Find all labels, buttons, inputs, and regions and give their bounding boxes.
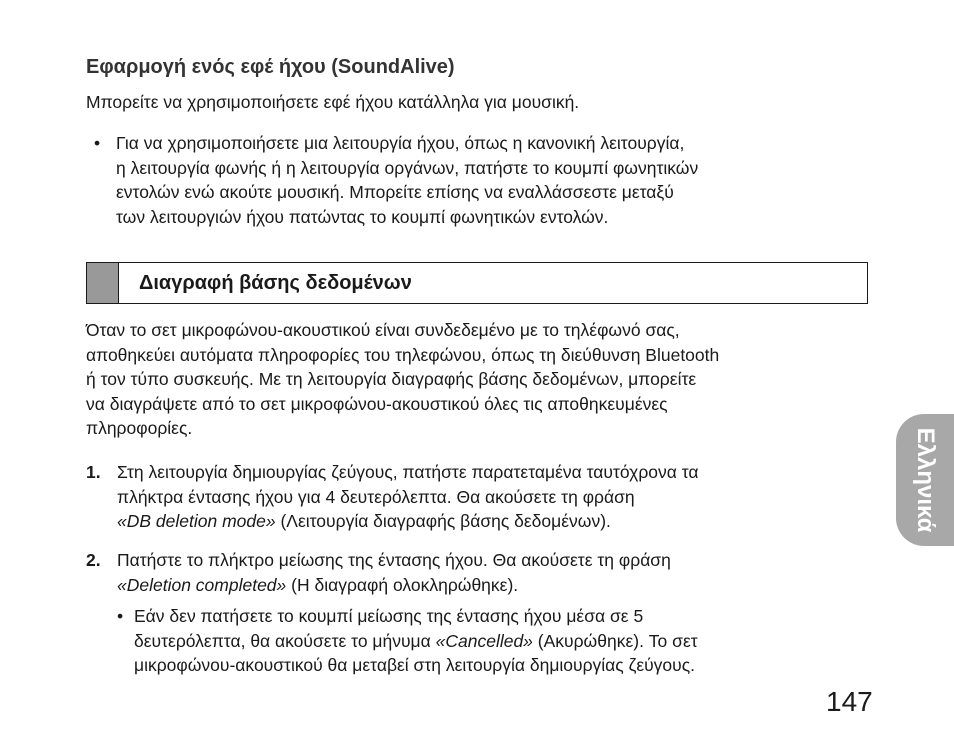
sub-bullet-line: Εάν δεν πατήσετε το κουμπί μείωσης της έντασης ήχου μέσα σε 5: [134, 606, 644, 626]
step-line: Στη λειτουργία δημιουργίας ζεύγους, πατήστε παρατεταμένα ταυτόχρονα τα: [117, 462, 699, 482]
language-label: Ελληνικά: [912, 427, 939, 533]
step-line: Πατήστε το πλήκτρο μείωσης της έντασης ήχου. Θα ακούσετε τη φράση: [117, 550, 671, 570]
step-line-rest: (Η διαγραφή ολοκληρώθηκε).: [286, 574, 519, 595]
page-number: 147: [826, 686, 873, 717]
section-header: [86, 262, 868, 304]
sub-bullet-post: (Ακυρώθηκε). Το σετ: [532, 630, 698, 651]
bullet-marker: •: [94, 133, 101, 153]
sub-bullet-line: [134, 629, 874, 654]
step-number: 2.: [86, 550, 101, 570]
sub-bullet-line: μικροφώνου-ακουστικού θα μεταβεί στη λειτουργία δημιουργίας ζεύγους.: [134, 655, 696, 675]
step-text: [117, 548, 877, 597]
voice-phrase: «Deletion completed»: [117, 574, 287, 595]
step-number: 1.: [86, 462, 101, 482]
voice-phrase: «DB deletion mode»: [117, 511, 276, 531]
section-paragraph: [86, 318, 876, 441]
bullet-line: των λειτουργιών ήχου πατώντας το κουμπί φωνητικών εντολών.: [116, 206, 609, 227]
soundalive-intro: Μπορείτε να χρησιμοποιήσετε εφέ ήχου κατάλληλα για μουσική.: [86, 92, 580, 112]
paragraph-line: να διαγράψετε από το σετ μικροφώνου-ακουστικού όλες τις αποθηκευμένες: [86, 393, 668, 414]
section-header-tab: [87, 263, 119, 303]
paragraph-line: ή τον τύπο συσκευής. Με τη λειτουργία διαγραφής βάσης δεδομένων, μπορείτε: [86, 369, 697, 389]
section-title: Διαγραφή βάσης δεδομένων: [139, 272, 412, 294]
language-side-tab: [896, 414, 954, 546]
bullet-line: η λειτουργία φωνής ή η λειτουργία οργάνων, πατήστε το κουμπί φωνητικών: [116, 157, 699, 178]
paragraph-line: Όταν το σετ μικροφώνου-ακουστικού είναι συνδεδεμένο με το τηλέφωνό σας,: [86, 320, 680, 340]
step-line: [117, 509, 877, 534]
sub-bullet-pre: δευτερόλεπτα, θα ακούσετε το μήνυμα: [134, 630, 436, 651]
paragraph-line: αποθηκεύει αυτόματα πληροφορίες του τηλεφώνου, όπως τη διεύθυνση Bluetooth: [86, 344, 720, 365]
step-line: πλήκτρα έντασης ήχου για 4 δευτερόλεπτα. Θα ακούσετε τη φράση: [117, 486, 635, 507]
soundalive-heading: Εφαρμογή ενός εφέ ήχου (SoundAlive): [86, 56, 455, 78]
bullet-line: Για να χρησιμοποιήσετε μια λειτουργία ήχου, όπως η κανονική λειτουργία,: [116, 133, 685, 153]
step-text: [117, 460, 877, 534]
step-line-rest: (Λειτουργία διαγραφής βάσης δεδομένων).: [275, 511, 611, 531]
sub-bullet-text: [134, 604, 874, 678]
bullet-line: εντολών ενώ ακούτε μουσική. Μπορείτε επίσης να εναλλάσσεστε μεταξύ: [116, 182, 674, 202]
step-line: [117, 573, 877, 598]
voice-phrase: «Cancelled»: [435, 630, 533, 651]
bullet-text: [116, 131, 876, 229]
paragraph-line: πληροφορίες.: [86, 418, 193, 438]
bullet-marker: •: [117, 606, 124, 626]
